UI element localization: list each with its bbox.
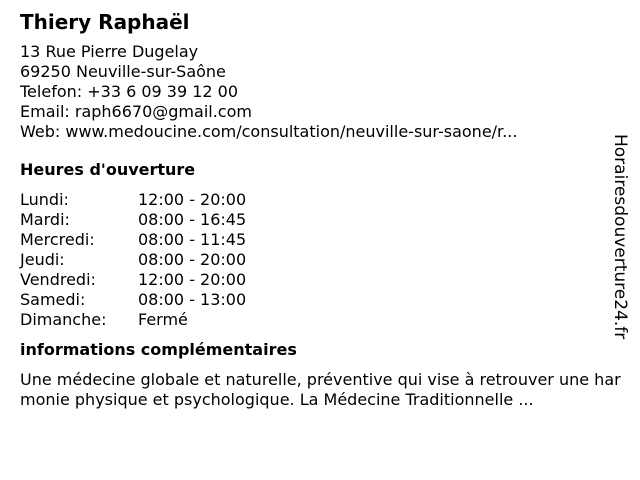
hours-day: Jeudi: xyxy=(20,250,65,269)
address-line-city: 69250 Neuville-sur-Saône xyxy=(20,62,226,81)
phone-line: Telefon: +33 6 09 39 12 00 xyxy=(20,82,239,101)
business-card xyxy=(20,8,620,410)
opening-hours-table xyxy=(20,190,620,330)
hours-time: 12:00 - 20:00 xyxy=(138,270,247,289)
site-watermark: Horairesdouverture24.fr xyxy=(610,134,630,340)
hours-row-sunday xyxy=(20,310,620,330)
hours-time: Fermé xyxy=(138,310,188,329)
opening-hours-heading: Heures d'ouverture xyxy=(20,160,196,179)
hours-time: 08:00 - 20:00 xyxy=(138,250,247,269)
hours-time: 08:00 - 16:45 xyxy=(138,210,247,229)
hours-row-monday xyxy=(20,190,620,210)
hours-day: Vendredi: xyxy=(20,270,96,289)
additional-info-heading: informations complémentaires xyxy=(20,340,297,359)
hours-day: Samedi: xyxy=(20,290,86,309)
email-line: Email: raph6670@gmail.com xyxy=(20,102,252,121)
hours-row-thursday xyxy=(20,250,620,270)
business-name: Thiery Raphaël xyxy=(20,10,190,34)
hours-row-saturday xyxy=(20,290,620,310)
hours-day: Mardi: xyxy=(20,210,70,229)
hours-day: Mercredi: xyxy=(20,230,95,249)
additional-info-text: Une médecine globale et naturelle, préventive qui vise à retrouver une harmonie physique et psychologique. La Médecine Traditionnelle ... xyxy=(20,370,621,409)
hours-day: Lundi: xyxy=(20,190,69,209)
hours-day: Dimanche: xyxy=(20,310,107,329)
hours-time: 08:00 - 13:00 xyxy=(138,290,247,309)
hours-row-tuesday xyxy=(20,210,620,230)
hours-time: 12:00 - 20:00 xyxy=(138,190,247,209)
web-line: Web: www.medoucine.com/consultation/neuville-sur-saone/r... xyxy=(20,122,518,141)
address-line-street: 13 Rue Pierre Dugelay xyxy=(20,42,199,61)
hours-row-friday xyxy=(20,270,620,290)
hours-time: 08:00 - 11:45 xyxy=(138,230,247,249)
hours-row-wednesday xyxy=(20,230,620,250)
